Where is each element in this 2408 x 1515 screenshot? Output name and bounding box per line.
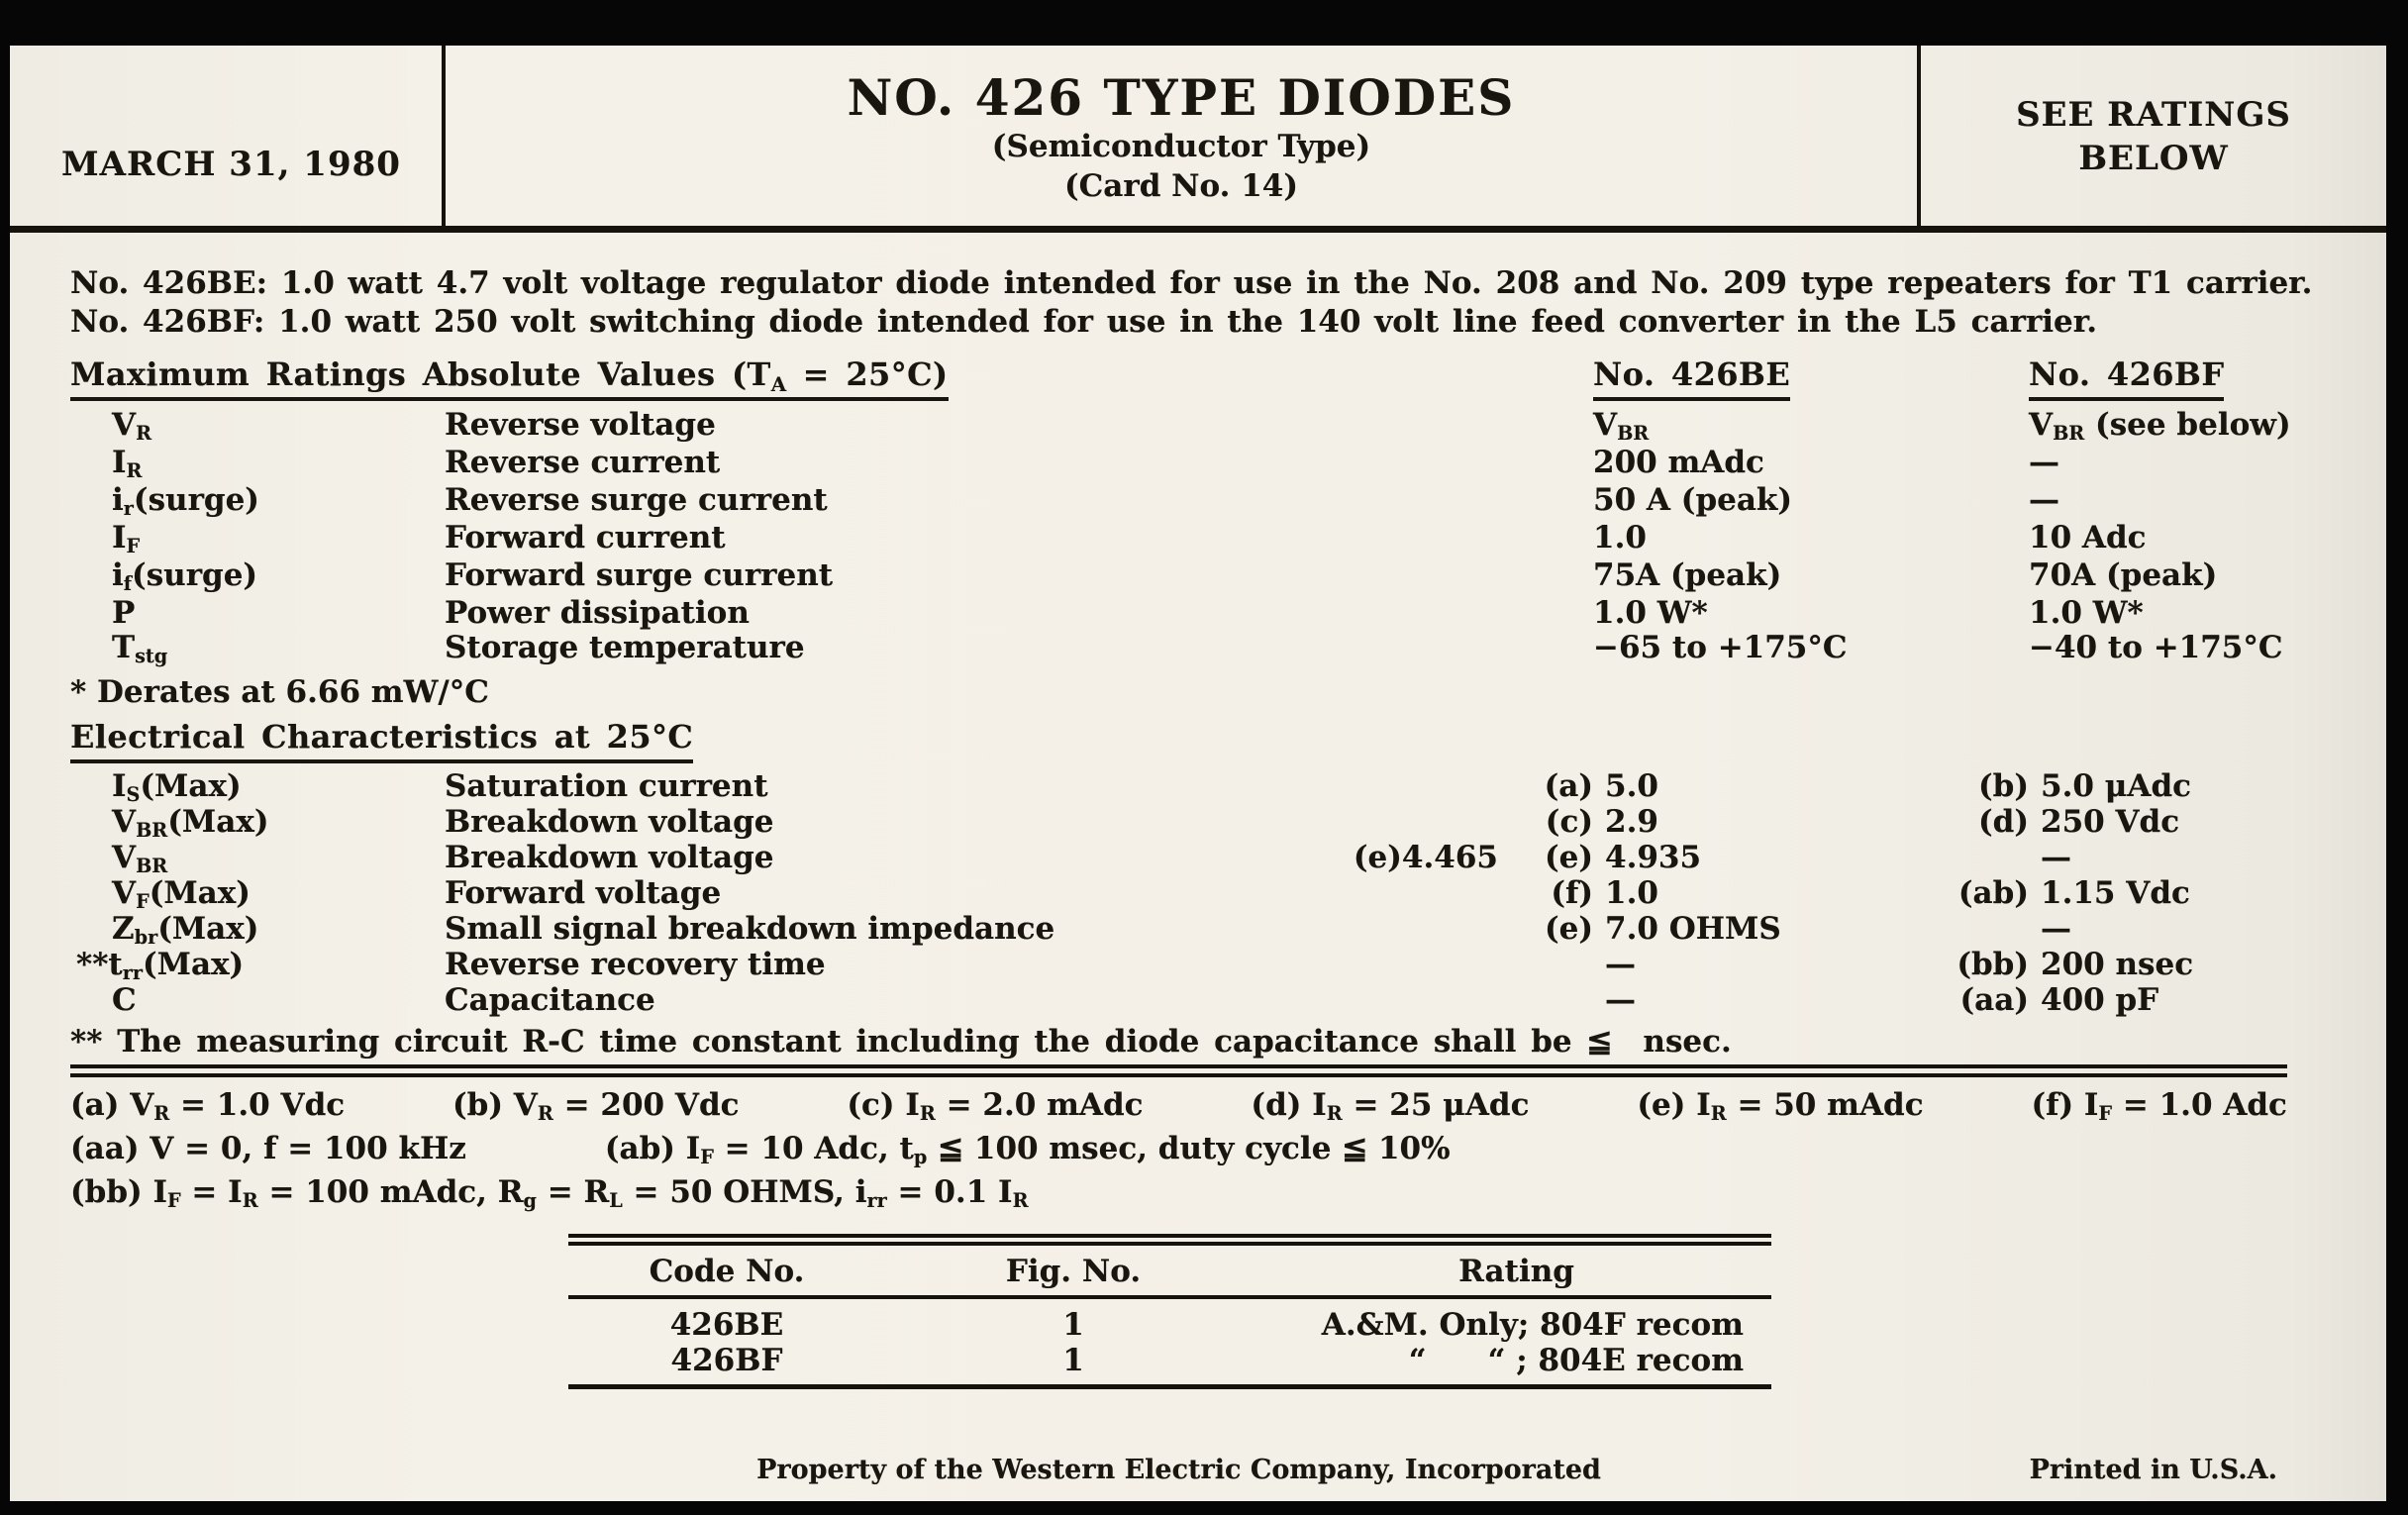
condition-e: (e) $I_R = 50$ mAdc <box>1637 1087 1924 1126</box>
rating-value-426bf: −40 to +175°C <box>2029 630 2283 665</box>
rating-description: Power dissipation <box>445 595 750 631</box>
rating-value-426be: 1.0 W* <box>1593 595 1708 631</box>
rating-value-426be: $V_{BR}$ <box>1593 407 1650 446</box>
conditions-line-3 <box>70 1172 2287 1216</box>
electrical-row <box>70 949 2287 984</box>
rating-symbol: $I_R$ <box>112 445 143 483</box>
note-ref: (aa) <box>1959 982 2029 1018</box>
page-title: NO. 426 TYPE DIODES <box>847 68 1516 127</box>
value: 400 pF <box>2041 982 2159 1018</box>
condition-aa: (aa) V = 0, f = 100 kHz <box>70 1131 466 1166</box>
max-ratings-row <box>70 631 2287 668</box>
max-ratings-row <box>70 483 2287 521</box>
electrical-row <box>70 842 2287 877</box>
value: 200 nsec <box>2041 947 2194 982</box>
value: 250 Vdc <box>2041 804 2180 840</box>
condition-b: (b) $V_R = 200$ Vdc <box>452 1087 740 1126</box>
rating-value-426bf: 10 Adc <box>2029 520 2147 556</box>
measuring-circuit-note: ** The measuring circuit R-C time constant including the diode capacitance shall be ≦ nsec. <box>70 1024 1732 1060</box>
max-ratings-row <box>70 407 2291 446</box>
condition-c: (c) $I_R = 2.0$ mAdc <box>847 1087 1144 1126</box>
rating-symbol: $T_{stg}$ <box>112 630 168 668</box>
note-ref: (f) <box>1551 875 1593 911</box>
rating-value-426bf: 1.0 W* <box>2029 595 2144 631</box>
value-note-extra: (e)4.465 <box>1353 840 1498 875</box>
rating-description: Storage temperature <box>445 630 805 665</box>
value: 1.15 Vdc <box>2041 875 2190 911</box>
rating-symbol: P <box>112 595 136 631</box>
characteristic-description: Forward voltage <box>445 875 722 911</box>
rating-value-426be: −65 to +175°C <box>1593 630 1848 665</box>
rating-symbol: $i_f(surge)$ <box>112 557 258 596</box>
intro-426be: No. 426BE: 1.0 watt 4.7 volt voltage regulator diode intended for use in the No. 208 and No. 209 type repeaters for T1 carrier. <box>70 265 2313 301</box>
characteristic-value-426bf <box>1920 913 2287 949</box>
rating-value-426bf: $V_{BR}$ (see below) <box>2029 407 2291 446</box>
value: — <box>2041 840 2071 875</box>
characteristic-value-426bf <box>1920 806 2287 842</box>
note-ref: (e) <box>1544 911 1593 947</box>
max-ratings-row <box>70 558 2287 596</box>
characteristic-symbol: $I_S(Max)$ <box>112 768 242 807</box>
code-table-header <box>568 1246 1771 1295</box>
code-number: 426BE <box>669 1307 784 1343</box>
characteristic-description: Reverse recovery time <box>445 947 826 982</box>
rating-value-426bf: 70A (peak) <box>2029 557 2218 593</box>
fig-number: 1 <box>1062 1307 1084 1343</box>
subtitle-card-number: (Card No. 14) <box>1063 168 1299 204</box>
rating-symbol: $V_R$ <box>112 407 152 446</box>
characteristic-description: Saturation current <box>445 768 768 804</box>
characteristic-description: Small signal breakdown impedance <box>445 911 1055 947</box>
datasheet-card <box>10 46 2386 1501</box>
condition-f: (f) $I_F = 1.0$ Adc <box>2031 1087 2287 1126</box>
rating-value-426be: 200 mAdc <box>1593 445 1764 480</box>
header <box>10 46 2386 233</box>
rating-description: Reverse current <box>445 445 721 480</box>
code-table-body <box>568 1299 1771 1384</box>
max-ratings-table <box>70 407 2291 668</box>
electrical-row <box>70 913 2287 949</box>
value: 5.0 μAdc <box>2041 768 2192 804</box>
content <box>10 233 2386 1501</box>
column-header-426be: No. 426BE <box>1593 355 1790 401</box>
intro-426bf: No. 426BF: 1.0 watt 250 volt switching diode intended for use in the 140 volt line feed converter in the L5 carrier. <box>70 304 2098 340</box>
characteristic-symbol: $V_{BR}(Max)$ <box>112 804 269 843</box>
code-number: 426BF <box>670 1343 783 1378</box>
double-rule <box>70 1064 2287 1077</box>
value: 4.935 <box>1605 840 1702 875</box>
table-top-rule <box>568 1234 1771 1246</box>
characteristic-symbol: $Z_{br}(Max)$ <box>112 911 259 950</box>
column-header-code: Code No. <box>649 1254 805 1289</box>
column-header-426bf: No. 426BF <box>2029 355 2224 401</box>
rating-description: Forward current <box>445 520 726 556</box>
rating-text: “ “ ; 804E recom <box>1408 1343 1744 1378</box>
characteristic-description: Capacitance <box>445 982 655 1018</box>
rating-text: A.&M. Only; 804F recom <box>1321 1307 1744 1343</box>
rating-description: Reverse voltage <box>445 407 716 443</box>
table-row <box>568 1307 1771 1343</box>
characteristic-description: Breakdown voltage <box>445 804 774 840</box>
value: — <box>2041 911 2071 947</box>
electrical-heading-row <box>70 718 2287 763</box>
conditions-line-1 <box>70 1085 2287 1129</box>
value: 5.0 <box>1605 768 1658 804</box>
rating-description: Forward surge current <box>445 557 834 593</box>
header-title-section <box>446 46 1921 226</box>
issue-date: MARCH 31, 1980 <box>61 145 401 184</box>
electrical-table <box>70 770 2287 1017</box>
max-ratings-heading: Maximum Ratings Absolute Values $(T_A = 25^\circ C)$ <box>70 355 949 401</box>
condition-d: (d) $I_R = 25$ μAdc <box>1251 1087 1530 1126</box>
rating-value-426be: 50 A (peak) <box>1593 482 1793 518</box>
header-date-section <box>10 46 446 226</box>
electrical-row <box>70 770 2287 806</box>
electrical-heading: Electrical Characteristics at 25°C <box>70 718 693 763</box>
note-ref: (ab) <box>1957 875 2029 911</box>
property-notice: Property of the Western Electric Company, Incorporated <box>756 1455 1601 1485</box>
characteristic-symbol: $**t_{rr}(Max)$ <box>76 947 245 985</box>
table-row <box>568 1343 1771 1378</box>
printed-in-usa: Printed in U.S.A. <box>2029 1455 2277 1485</box>
characteristic-symbol: C <box>112 982 137 1018</box>
note-ref: (e) <box>1544 840 1593 875</box>
note-ref: (c) <box>1545 804 1593 840</box>
column-header-rating: Rating <box>1458 1254 1574 1289</box>
value: — <box>1605 982 1636 1018</box>
characteristic-value-426bf <box>1920 949 2287 984</box>
rating-value-426be: 1.0 <box>1593 520 1647 556</box>
value: 1.0 <box>1605 875 1658 911</box>
characteristic-symbol: $V_F(Max)$ <box>112 875 251 914</box>
value: — <box>1605 947 1636 982</box>
max-ratings-heading-row <box>70 355 2287 401</box>
code-table <box>568 1234 1771 1389</box>
electrical-row <box>70 806 2287 842</box>
characteristic-description: Breakdown voltage <box>445 840 774 875</box>
rating-symbol: $I_F$ <box>112 520 141 558</box>
condition-ab: (ab) $I_F = 10$ Adc, $t_p$ ≦ 100 msec, duty cycle ≦ 10% <box>604 1131 1451 1169</box>
characteristic-value-426bf <box>1920 842 2287 877</box>
characteristic-symbol: $V_{BR}$ <box>112 840 168 878</box>
electrical-row <box>70 984 2287 1017</box>
fig-number: 1 <box>1062 1343 1084 1378</box>
note-ref: (bb) <box>1956 947 2029 982</box>
note-ref: (a) <box>1544 768 1593 804</box>
subtitle-type: (Semiconductor Type) <box>991 129 1371 164</box>
ratings-note-line2: BELOW <box>2078 139 2229 178</box>
max-ratings-row <box>70 596 2287 631</box>
rating-value-426be: 75A (peak) <box>1593 557 1782 593</box>
footer <box>70 1455 2287 1501</box>
rating-value-426bf: — <box>2029 445 2059 480</box>
condition-bb: (bb) $I_F = I_R = 100$ mAdc, $R_g = R_L = 50$ OHMS, $i_{rr} = 0.1$ $I_R$ <box>70 1174 1029 1213</box>
value: 2.9 <box>1605 804 1658 840</box>
characteristic-value-426bf <box>1920 984 2287 1017</box>
rating-symbol: $i_r(surge)$ <box>112 482 259 521</box>
rating-value-426bf: — <box>2029 482 2059 518</box>
electrical-row <box>70 877 2287 913</box>
note-ref: (d) <box>1977 804 2029 840</box>
ratings-note <box>1921 46 2386 226</box>
max-ratings-row <box>70 521 2287 558</box>
ratings-note-line1: SEE RATINGS <box>2016 95 2291 135</box>
rating-description: Reverse surge current <box>445 482 828 518</box>
max-ratings-row <box>70 446 2287 483</box>
conditions-line-2 <box>70 1129 2287 1172</box>
characteristic-value-426bf <box>1920 770 2287 806</box>
value: 7.0 OHMS <box>1605 911 1781 947</box>
derating-footnote: * Derates at 6.66 mW/°C <box>70 674 489 710</box>
condition-a: (a) $V_R = 1.0$ Vdc <box>70 1087 346 1126</box>
characteristic-value-426bf <box>1920 877 2287 913</box>
table-bottom-rule <box>568 1384 1771 1389</box>
note-ref: (b) <box>1977 768 2029 804</box>
column-header-fig: Fig. No. <box>1005 1254 1142 1289</box>
